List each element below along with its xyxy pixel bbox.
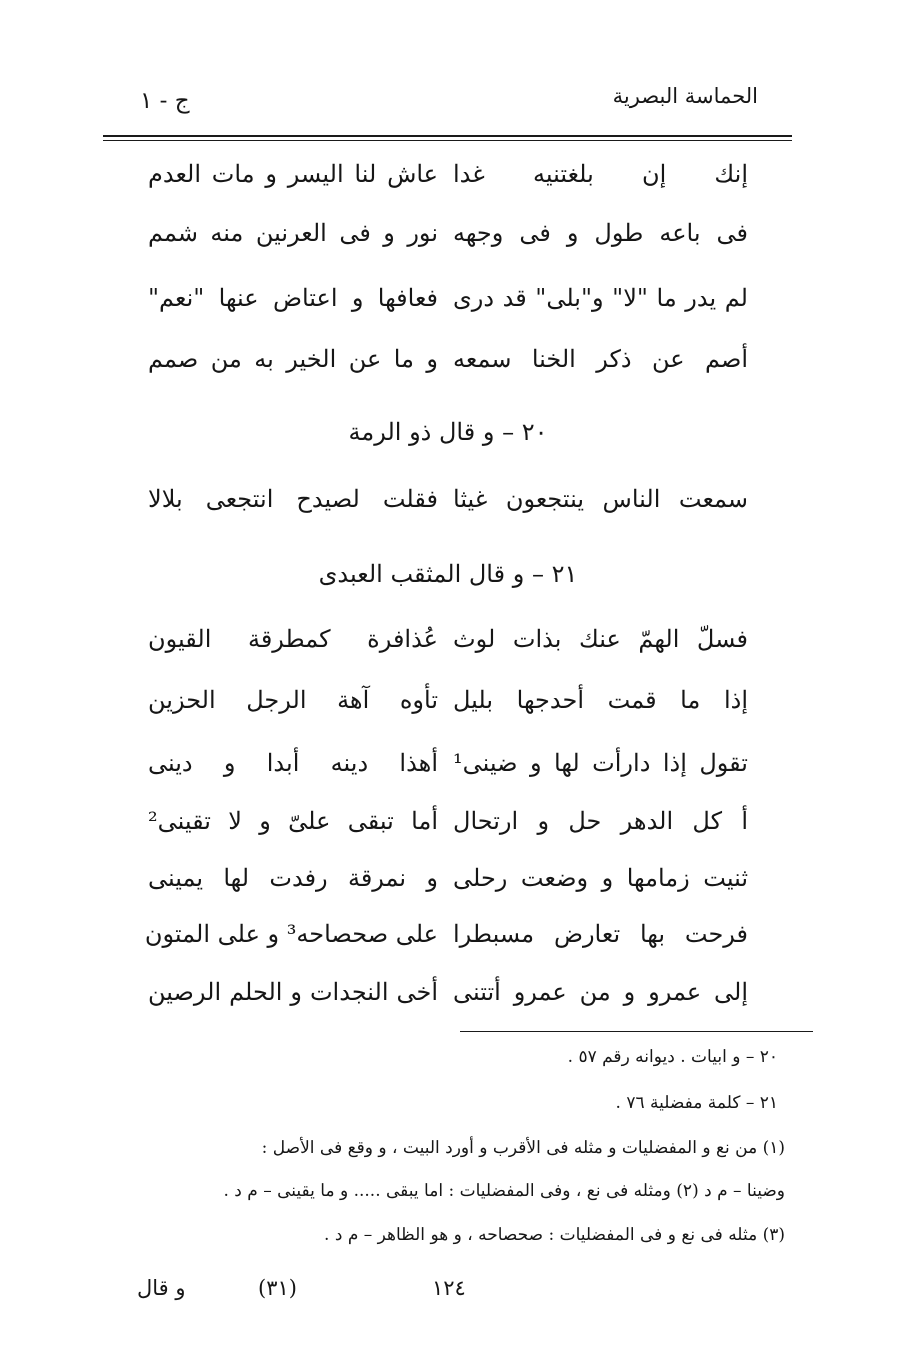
verse-line: [148, 219, 748, 259]
verse-first-hemistich: لم يدر ما "لا" و"بلى" قد درى: [453, 284, 748, 312]
verse-second-hemistich: أما تبقى علىّ و لا تقينى²: [148, 807, 438, 835]
footnote-20: ٢٠ – و ابيات . ديوانه رقم ٥٧ .: [567, 1047, 778, 1067]
verse-second-hemistich: تأوه آهة الرجل الحزين: [148, 686, 438, 714]
header-rule-thick: [103, 135, 792, 137]
verse-second-hemistich: فقلت لصيدح انتجعى بلالا: [148, 485, 438, 513]
verse-line: [148, 864, 748, 904]
verse-second-hemistich: أخى النجدات و الحلم الرصين: [148, 978, 438, 1006]
footnote-1-line-1: (١) من نع و المفضليات و مثله فى الأقرب و أورد البيت ، و وقع فى الأصل :: [261, 1138, 785, 1158]
verse-second-hemistich: و ما عن الخير به من صمم: [148, 345, 438, 373]
verse-second-hemistich: على صحصاحه³ و على المتون: [144, 920, 438, 948]
verse-line: [148, 686, 748, 726]
verse-second-hemistich: عاش لنا اليسر و مات العدم: [148, 160, 438, 188]
footnote-3: (٣) مثله فى نع و فى المفضليات : صحصاحه ، و هو الظاهر – م د .: [324, 1225, 785, 1245]
verse-first-hemistich: فسلّ الهمّ عنك بذات لوث: [453, 625, 748, 653]
verse-line: [148, 284, 748, 324]
verse-line: [148, 345, 748, 385]
verse-line: [148, 978, 748, 1018]
verse-line: [148, 160, 748, 200]
section-heading-20: ٢٠ – و قال ذو الرمة: [348, 418, 548, 446]
volume-number: ج - ١: [140, 88, 190, 114]
verse-second-hemistich: و نمرقة رفدت لها يمينى: [148, 864, 438, 892]
verse-first-hemistich: سمعت الناس ينتجعون غيثا: [453, 485, 748, 513]
verse-first-hemistich: إذا ما قمت أحدجها بليل: [453, 686, 748, 714]
verse-first-hemistich: فى باعه طول و فى وجهه: [453, 219, 748, 247]
verse-line: [148, 625, 748, 665]
running-title: الحماسة البصرية: [612, 84, 758, 108]
verse-line: [148, 807, 748, 847]
verse-first-hemistich: تقول إذا دارأت لها و ضينى¹: [453, 749, 748, 777]
verse-first-hemistich: إنك إن بلغتنيه غدا: [453, 160, 748, 188]
verse-line: [148, 749, 748, 789]
verse-first-hemistich: أصم عن ذكر الخنا سمعه: [453, 345, 748, 373]
footnote-1-line-2: وضينا – م د (٢) ومثله فى نع ، وفى المفضليات : اما يبقى ..... و ما يقينى – م د .: [223, 1181, 785, 1201]
verse-line: [148, 485, 748, 525]
verse-first-hemistich: أ كل الدهر حل و ارتحال: [453, 807, 748, 835]
verse-line: [144, 920, 748, 960]
header-rule-thin: [103, 140, 792, 141]
section-heading-21: ٢١ – و قال المثقب العبدى: [318, 560, 578, 588]
verse-second-hemistich: عُذافرة كمطرقة القيون: [148, 625, 438, 653]
catchword: و قال: [137, 1276, 186, 1300]
page-number: ١٢٤: [432, 1276, 466, 1300]
verse-first-hemistich: ثنيت زمامها و وضعت رحلى: [453, 864, 748, 892]
signature-mark: (٣١): [258, 1276, 297, 1300]
footnote-21: ٢١ – كلمة مفضلية ٧٦ .: [615, 1093, 778, 1113]
verse-second-hemistich: فعافها و اعتاض عنها "نعم": [148, 284, 438, 312]
verse-first-hemistich: فرحت بها تعارض مسبطرا: [453, 920, 748, 948]
footnote-separator: [460, 1031, 813, 1032]
verse-first-hemistich: إلى عمرو و من عمرو أتتنى: [453, 978, 748, 1006]
verse-second-hemistich: أهذا دينه أبدا و دينى: [148, 749, 438, 777]
verse-second-hemistich: نور و فى العرنين منه شمم: [148, 219, 438, 247]
